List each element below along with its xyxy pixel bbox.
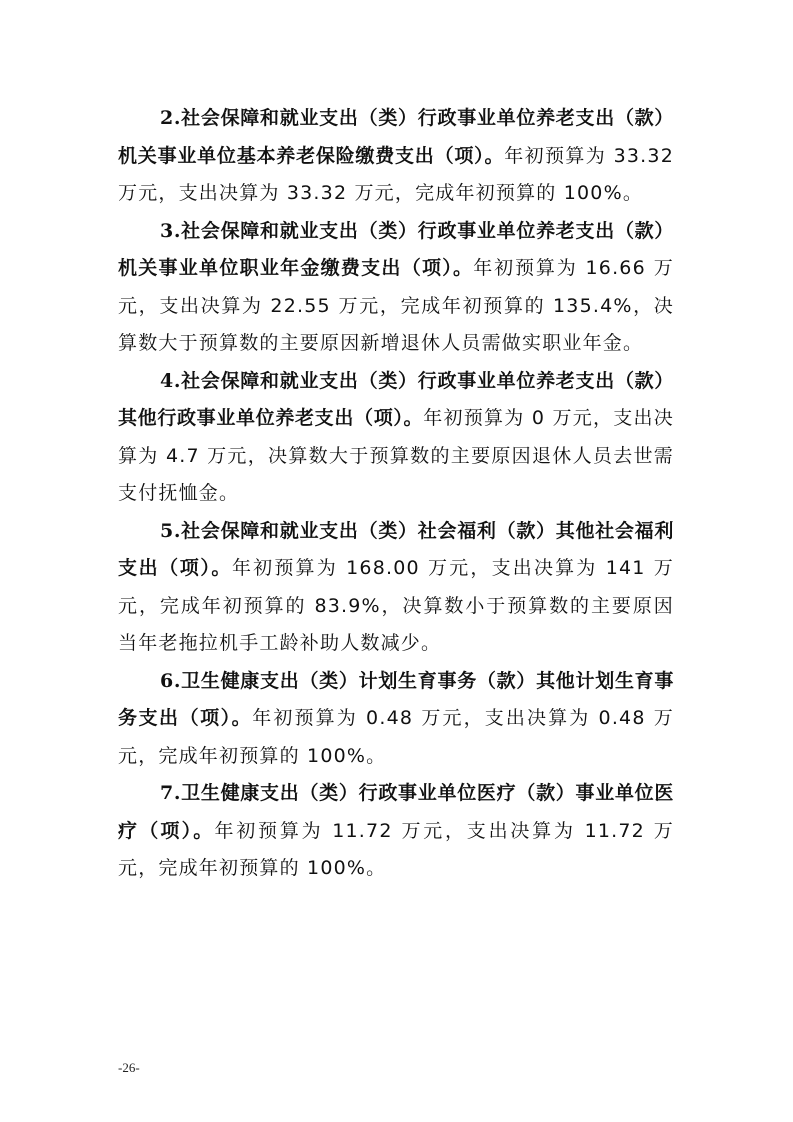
page-number: -26-	[118, 1060, 140, 1075]
paragraph-heading: 6.卫生健康支出（类）计划生育事务（款）其他计划生育事务支出（项）。	[118, 669, 674, 729]
paragraph-heading: 2.社会保障和就业支出（类）行政事业单位养老支出（款）机关事业单位基本养老保险缴费支出（项）。	[118, 107, 674, 167]
paragraph-heading: 5.社会保障和就业支出（类）社会福利（款）其他社会福利支出（项）。	[118, 519, 674, 579]
paragraph-item-5	[118, 513, 674, 663]
paragraph-item-4	[118, 363, 674, 513]
paragraph-body: 年初预算为 168.00 万元，支出决算为 141 万元，完成年初预算的 83.9%，决算数小于预算数的主要原因当年老拖拉机手工龄补助人数减少。	[118, 557, 674, 654]
paragraph-body: 年初预算为 0 万元，支出决算为 4.7 万元，决算数大于预算数的主要原因退休人员去世需支付抚恤金。	[118, 407, 674, 504]
paragraph-heading: 7.卫生健康支出（类）行政事业单位医疗（款）事业单位医疗（项）。	[118, 782, 674, 842]
paragraph-item-3	[118, 213, 674, 363]
paragraph-item-6	[118, 663, 674, 776]
paragraph-body: 年初预算为 16.66 万元，支出决算为 22.55 万元，完成年初预算的 135.4%，决算数大于预算数的主要原因新增退休人员需做实职业年金。	[118, 257, 674, 354]
document-body	[118, 100, 674, 888]
paragraph-heading: 4.社会保障和就业支出（类）行政事业单位养老支出（款）其他行政事业单位养老支出（项）。	[118, 369, 674, 429]
paragraph-item-7	[118, 775, 674, 888]
paragraph-body: 年初预算为 0.48 万元，支出决算为 0.48 万元，完成年初预算的 100%。	[118, 707, 675, 767]
paragraph-item-2	[118, 100, 674, 213]
paragraph-body: 年初预算为 11.72 万元，支出决算为 11.72 万元，完成年初预算的 100%。	[118, 819, 674, 879]
paragraph-body: 年初预算为 33.32 万元，支出决算为 33.32 万元，完成年初预算的 100%。	[118, 144, 674, 204]
paragraph-heading: 3.社会保障和就业支出（类）行政事业单位养老支出（款）机关事业单位职业年金缴费支出（项）。	[118, 219, 674, 279]
